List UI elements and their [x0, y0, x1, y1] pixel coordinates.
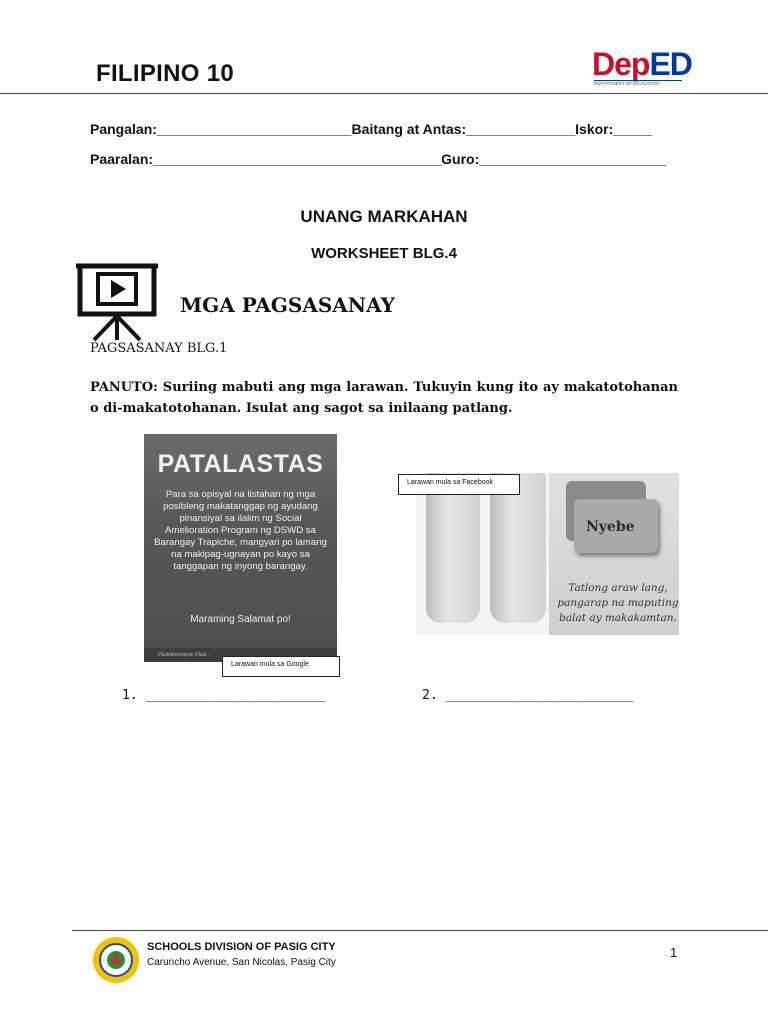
presentation-icon	[76, 260, 158, 342]
ad1-thanks: Maraming Salamat po!	[190, 614, 291, 625]
advertisement-image-1	[144, 434, 337, 662]
instructions-lead: PANUTO:	[90, 380, 158, 395]
exercise-label: PAGSASANAY BLG.1	[90, 341, 228, 356]
advertisement-image-2	[416, 473, 679, 635]
footer-divider	[72, 930, 768, 931]
quarter-title: UNANG MARKAHAN	[300, 207, 468, 226]
division-seal-icon	[92, 936, 140, 984]
image2-caption: Larawan mula sa Facebook	[398, 474, 520, 495]
subject-title: FILIPINO 10	[96, 60, 234, 87]
deped-logo-subtext: DEPARTMENT OF EDUCATION	[594, 80, 682, 86]
ad2-slogan: Tatlong araw lang, pangarap na maputing balat ay makakamtan.	[557, 582, 679, 624]
soap-brand: Nyebe	[586, 519, 635, 535]
deped-logo-wordmark: DepED	[592, 46, 692, 82]
footer-division-name: SCHOOLS DIVISION OF PASIG CITY	[147, 941, 336, 953]
section-title: MGA PAGSASANAY	[180, 293, 395, 317]
ad1-footer-tags: #Selektonsayan #Sali...	[144, 648, 337, 662]
footer-address: Caruncho Avenue, San Nicolas, Pasig City	[147, 957, 336, 968]
instructions-text: Suriing mabuti ang mga larawan. Tukuyin kung ito ay makatotohanan o di-makatotohanan. Isulat ang sagot sa inilaang patlang.	[90, 380, 678, 416]
deped-logo	[590, 44, 690, 92]
instructions	[90, 377, 678, 419]
answer-blank-2: 2. ________________________	[422, 688, 634, 703]
worksheet-title: WORKSHEET BLG.4	[311, 245, 457, 262]
answer-blank-1: 1. _______________________	[122, 688, 326, 703]
arm-right	[490, 473, 546, 623]
header-divider	[0, 93, 768, 94]
page-number: 1	[670, 945, 678, 960]
arm-left	[426, 473, 480, 623]
ad1-title: PATALASTAS	[157, 450, 324, 478]
image1-caption: Larawan mula sa Google	[222, 656, 340, 677]
school-teacher-fields: Paaralan:_____________________________________Guro:________________________	[90, 151, 667, 167]
ad1-body: Para sa opisyal na listahan ng mga posibleng makatanggap ng ayudang pinansiyal sa ilalim ng Social Amelioration Program ng DSWD sa Barangay Trapiche, mangyari po lamang na makipag-ugnayan po kayo sa tanggapan ng inyong barangay.	[154, 489, 327, 572]
name-grade-score-fields: Pangalan:_________________________Baitang at Antas:______________Iskor:_____	[90, 121, 653, 137]
